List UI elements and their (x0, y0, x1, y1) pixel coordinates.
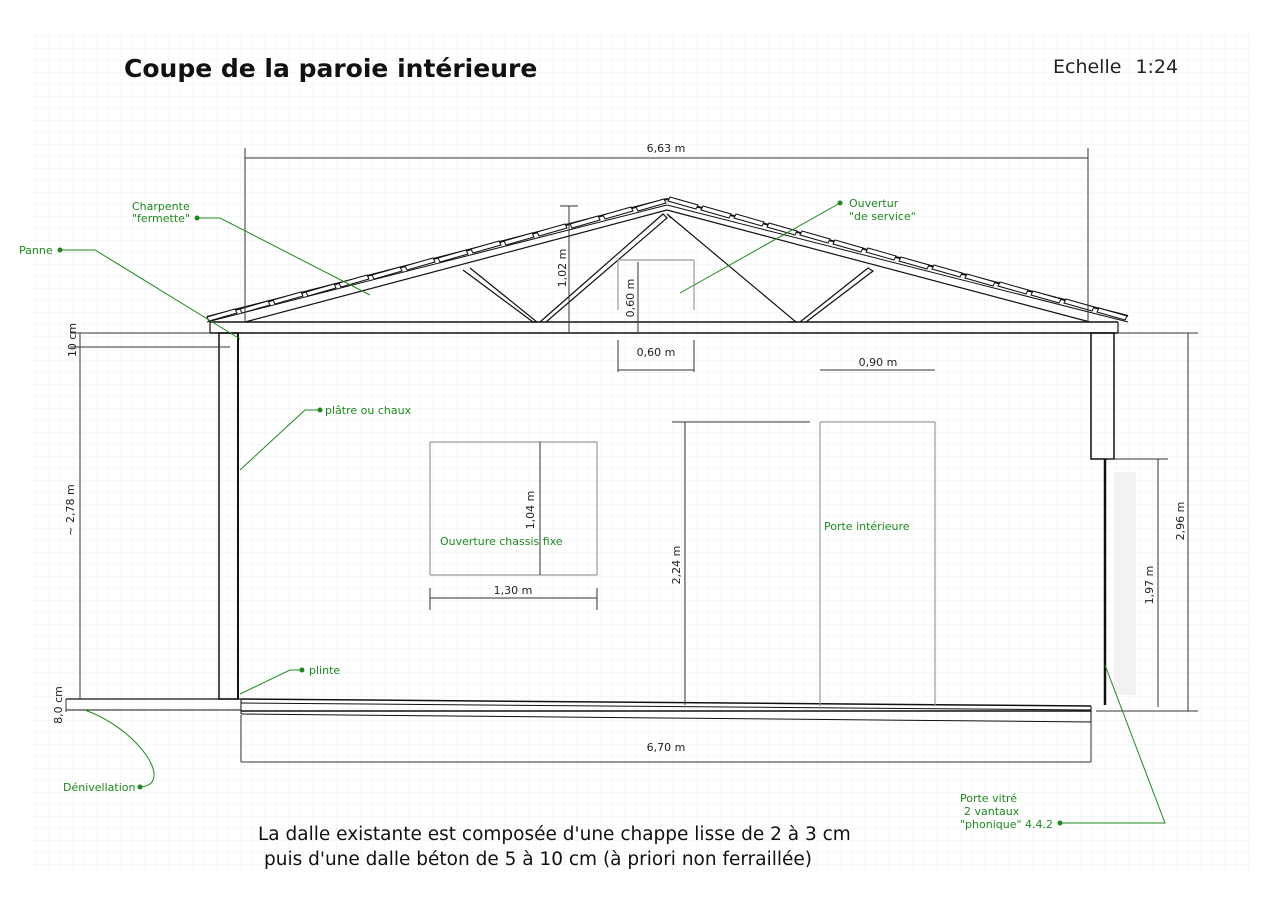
scale-indicator (1053, 56, 1178, 78)
dim-door-width: 0,90 m (858, 356, 898, 369)
dim-window-height: 1,04 m (524, 490, 537, 530)
dim-top-plate: 10 cm (66, 322, 79, 358)
dim-service-opening-width: 0,60 m (636, 346, 676, 359)
scale-value: 1:24 (1135, 56, 1179, 78)
slab-note-line1: La dalle existante est composée d'une chappe lisse de 2 à 3 cm (258, 824, 851, 845)
drawing-title: Coupe de la paroie intérieure (124, 54, 538, 83)
label-glazed-door-line1: Porte vitré (960, 792, 1017, 805)
dim-roof-height: 1,02 m (556, 248, 569, 288)
label-plinthe: plinte (309, 664, 341, 677)
label-denivellation: Dénivellation (63, 781, 136, 794)
scale-label: Echelle (1053, 56, 1122, 78)
label-door: Porte intérieure (824, 520, 910, 533)
dim-window-width: 1,30 m (493, 584, 533, 597)
label-glazed-door-line2: 2 vantaux (964, 805, 1020, 818)
label-service-opening-line2: "de service" (849, 210, 916, 223)
slab-note (258, 822, 851, 872)
dim-total-width-floor: 6,70 m (646, 741, 686, 754)
label-charpente-line2: "fermette" (132, 212, 190, 225)
slab-note-line2: puis d'une dalle béton de 5 à 10 cm (à priori non ferraillée) (264, 849, 812, 870)
label-platre: plâtre ou chaux (325, 404, 412, 417)
label-charpente-line1: Charpente (132, 200, 190, 213)
dim-wall-height-left: ~ 2,78 m (64, 484, 77, 536)
dim-door-height: 2,24 m (670, 545, 683, 585)
grid-background (30, 30, 1250, 875)
dim-service-opening-height: 0,60 m (624, 278, 637, 318)
dim-wall-height-right: 2,96 m (1174, 501, 1187, 541)
label-glazed-door-line3: "phonique" 4.4.2 (960, 818, 1054, 831)
dim-glazed-door-height: 1,97 m (1143, 565, 1156, 605)
label-panne: Panne (19, 244, 53, 257)
dim-total-width-top: 6,63 m (646, 142, 686, 155)
label-window: Ouverture chassis fixe (440, 535, 563, 548)
label-service-opening-line1: Ouvertur (849, 197, 899, 210)
dim-floor-step: 8,0 cm (52, 686, 65, 724)
